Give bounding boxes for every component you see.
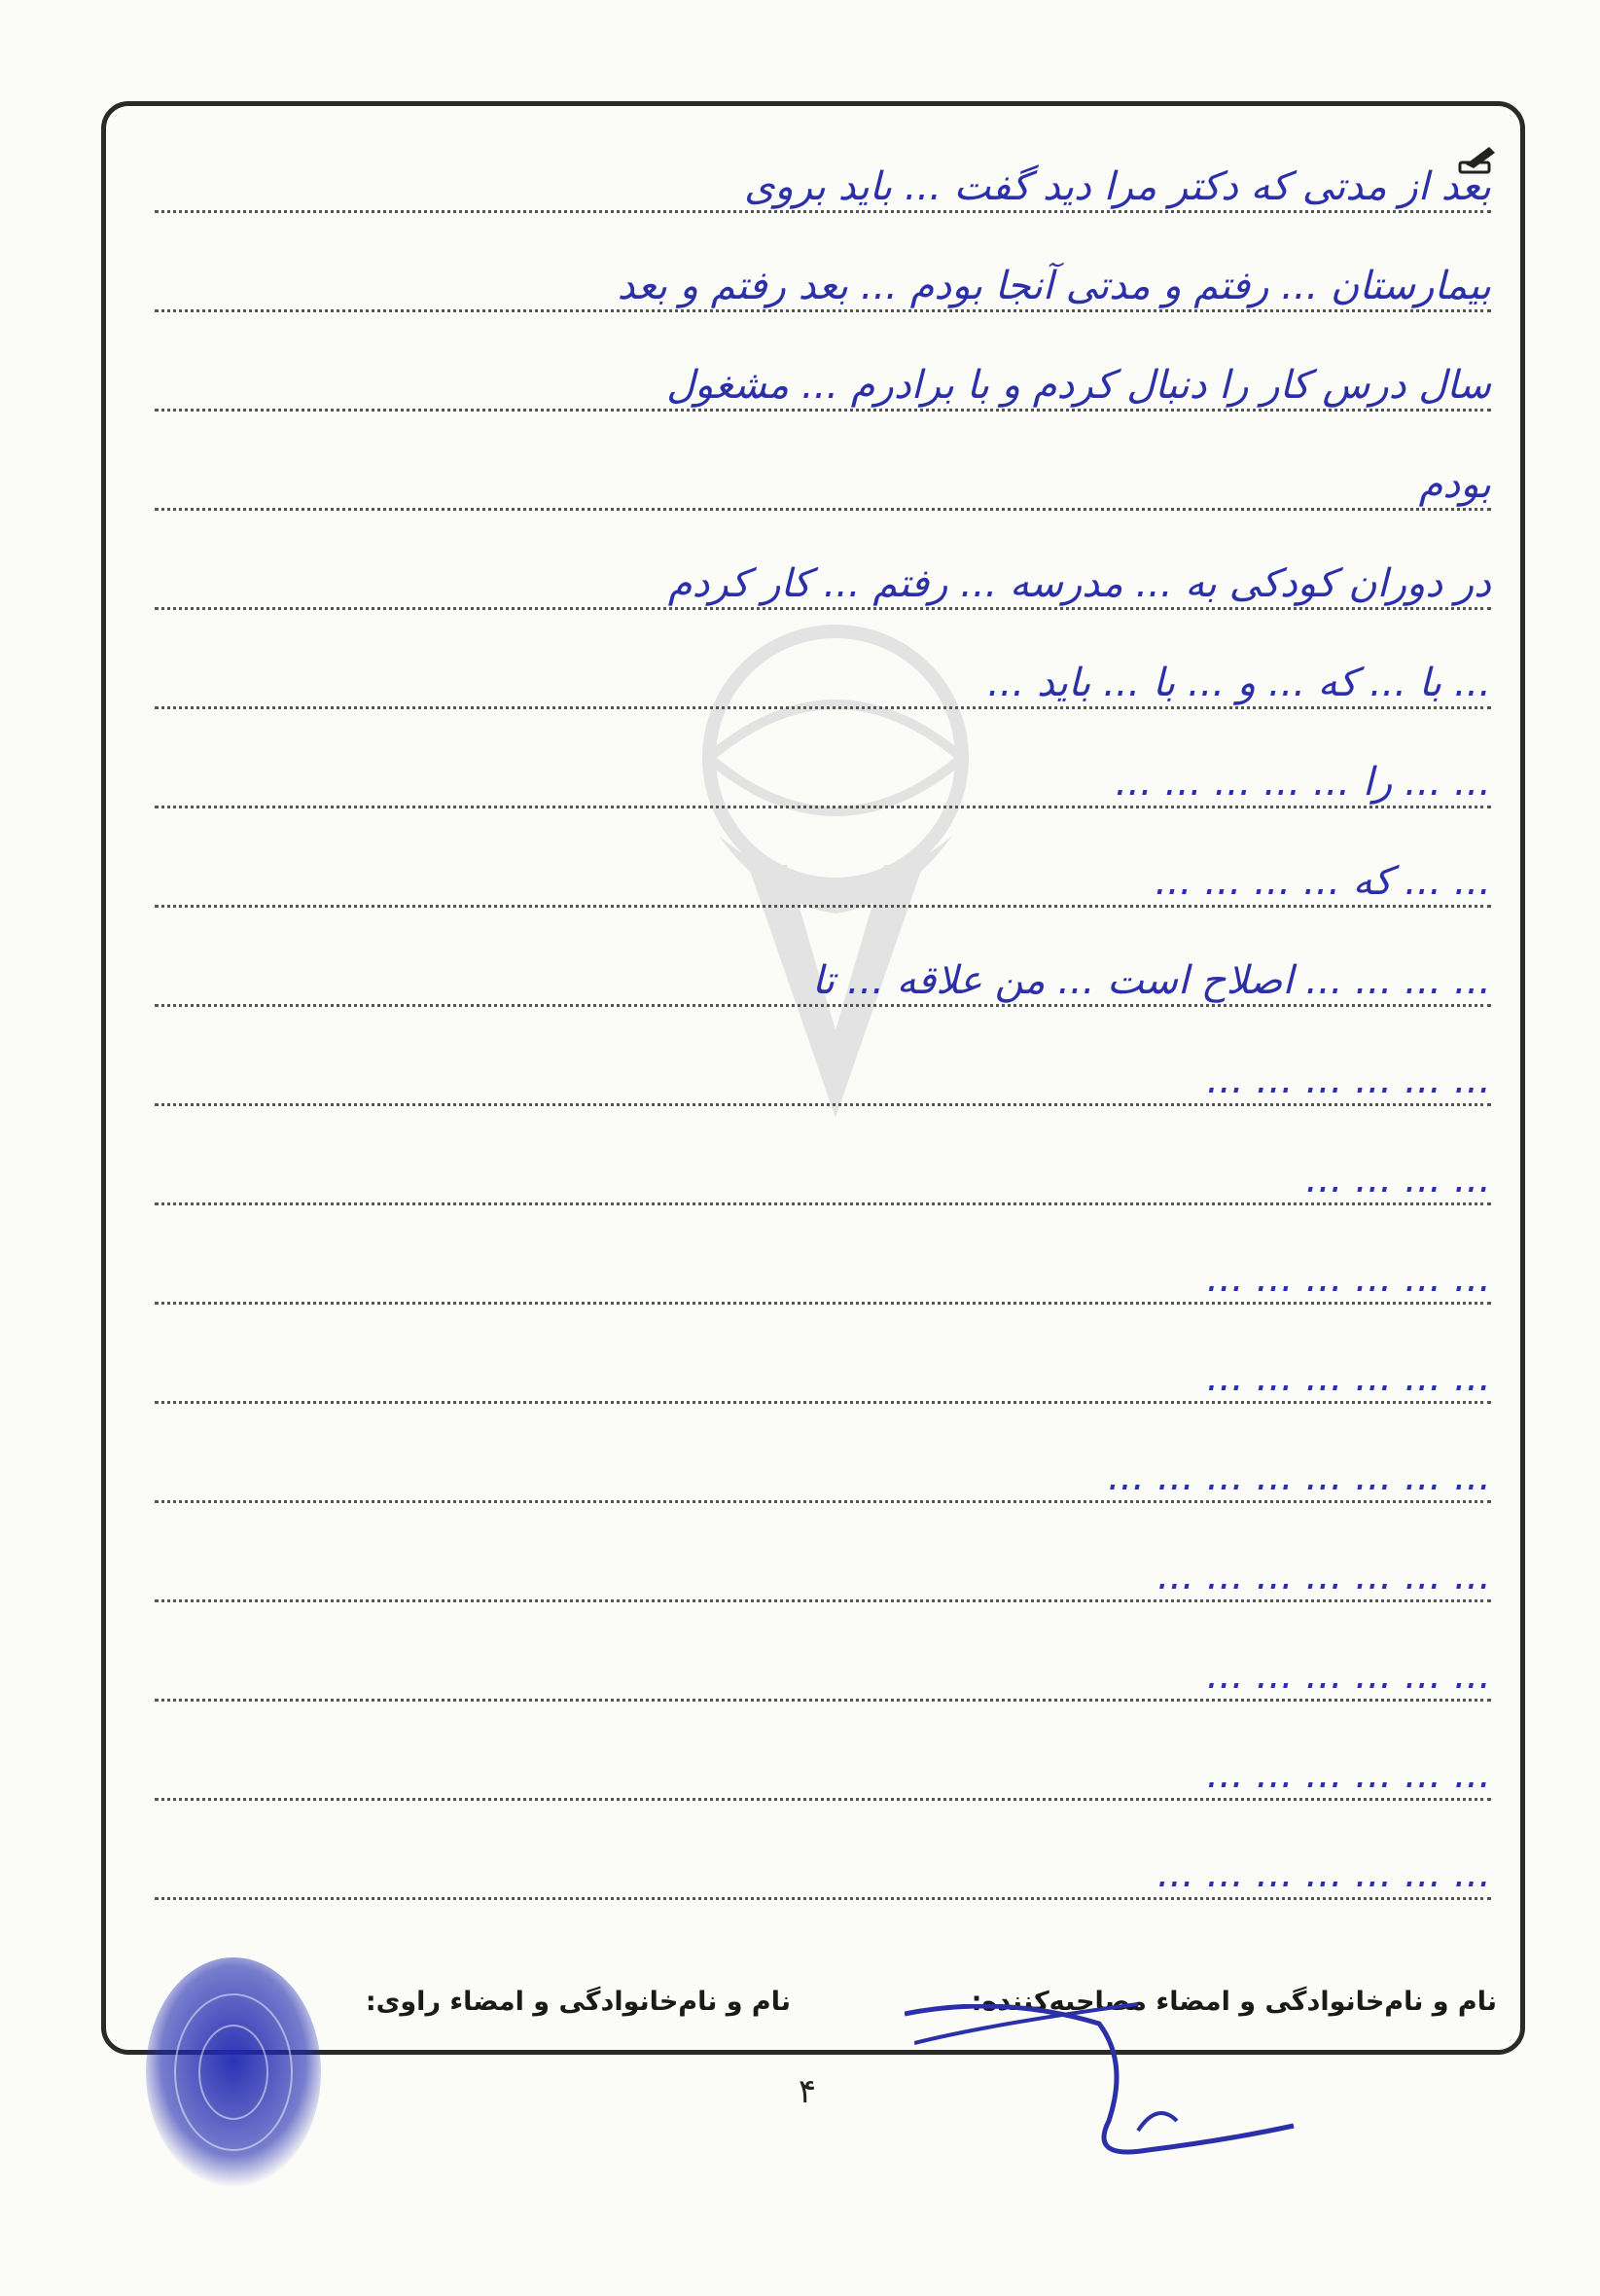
handwritten-line (155, 1505, 1491, 1602)
handwriting-text: ... ... ... ... ... ... ... ... (1107, 1454, 1491, 1499)
narrator-signature-label: نام و نام‌خانوادگی و امضاء راوی: (365, 1987, 791, 2017)
signature (905, 2004, 1313, 2170)
handwriting-text: ... ... ... ... ... ... (1206, 1355, 1491, 1400)
handwritten-line (155, 1704, 1491, 1801)
handwritten-line (155, 413, 1491, 511)
dotted-rule (155, 210, 1491, 213)
handwritten-line (155, 116, 1491, 213)
handwriting-text: ... ... ... ... ... ... (1206, 1256, 1491, 1301)
dotted-rule (155, 1599, 1491, 1602)
handwriting-text: ... ... ... ... ... ... (1206, 1058, 1491, 1102)
handwriting-text: در دوران کودکی به ... مدرسه ... رفتم ... کار کردم (667, 561, 1491, 606)
dotted-rule (155, 309, 1491, 312)
dotted-rule (155, 806, 1491, 808)
handwritten-line (155, 314, 1491, 412)
handwriting-text: ... ... را ... ... ... ... ... (1115, 760, 1491, 805)
handwritten-line (155, 810, 1491, 908)
dotted-rule (155, 1202, 1491, 1205)
dotted-rule (155, 1798, 1491, 1801)
handwriting-text: بودم (1418, 462, 1491, 507)
dotted-rule (155, 706, 1491, 709)
handwritten-line (155, 612, 1491, 709)
dotted-rule (155, 1401, 1491, 1404)
handwritten-line (155, 215, 1491, 312)
handwriting-text: ... ... که ... ... ... ... (1155, 859, 1491, 904)
dotted-rule (155, 1500, 1491, 1503)
handwriting-text: ... ... ... ... اصلاح است ... من علاقه ... تا (811, 958, 1491, 1003)
dotted-rule (155, 905, 1491, 908)
handwriting-text: ... با ... که ... و ... با ... باید ... (987, 661, 1491, 705)
fingerprint (136, 1955, 331, 2199)
handwritten-line (155, 910, 1491, 1007)
page-number: ۴ (798, 2072, 817, 2111)
handwritten-line (155, 1406, 1491, 1503)
handwritten-line (155, 513, 1491, 610)
dotted-rule (155, 409, 1491, 412)
handwriting-text: ... ... ... ... ... ... ... (1156, 1554, 1491, 1598)
handwritten-line (155, 1307, 1491, 1404)
handwriting-text: ... ... ... ... (1305, 1157, 1491, 1202)
handwriting-text: ... ... ... ... ... ... (1206, 1653, 1491, 1698)
dotted-rule (155, 1103, 1491, 1106)
handwritten-line (155, 1108, 1491, 1205)
dotted-rule (155, 1004, 1491, 1007)
handwritten-line (155, 1604, 1491, 1702)
handwriting-text: بعد از مدتی که دکتر مرا دید گفت ... باید بروی (744, 164, 1491, 209)
dotted-rule (155, 607, 1491, 610)
handwriting-text: بیمارستان ... رفتم و مدتی آنجا بودم ... بعد رفتم و بعد (617, 264, 1491, 308)
dotted-rule (155, 1699, 1491, 1702)
form-frame (101, 101, 1525, 2055)
handwritten-line (155, 1207, 1491, 1305)
handwritten-line (155, 1803, 1491, 1900)
dotted-rule (155, 1897, 1491, 1900)
handwriting-text: سال درس کار را دنبال کردم و با برادرم ... مشغول (666, 363, 1491, 408)
handwriting-text: ... ... ... ... ... ... ... (1156, 1851, 1491, 1896)
handwritten-line (155, 1009, 1491, 1106)
interviewer-signature-label: نام و نام‌خانوادگی و امضاء مصاحبه‌کننده: (971, 1987, 1497, 2017)
dotted-rule (155, 1302, 1491, 1305)
handwriting-text: ... ... ... ... ... ... (1206, 1752, 1491, 1797)
dotted-rule (155, 508, 1491, 511)
handwritten-line (155, 711, 1491, 808)
